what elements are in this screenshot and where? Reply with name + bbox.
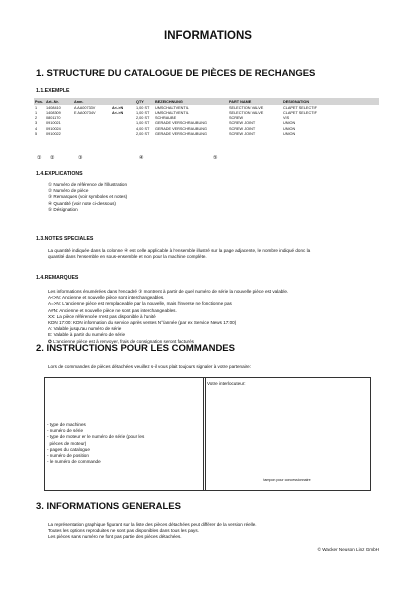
dealer-stamp-box: [203, 377, 371, 491]
table-cell: 0910022: [46, 131, 61, 136]
table-cell: CLAPET SELECTIF: [283, 105, 317, 110]
copyright: © Wacker Neuson Linz GmbH: [317, 547, 379, 552]
table-cell: 1,00 ST: [136, 105, 150, 110]
table-cell: SCREW JOINT: [229, 131, 256, 136]
table-cell: UNION: [283, 126, 296, 131]
table-cell: VIS: [283, 116, 290, 121]
notes-text: [48, 248, 388, 260]
table-cell: [111, 131, 135, 136]
table-cell: E AA00734V: [74, 110, 96, 115]
general-line: Les pièces sans numéro ne font pas partie des pièces détachées.: [48, 534, 182, 540]
column-header: [111, 98, 135, 105]
table-cell: 4: [35, 126, 38, 131]
table-cell: 1,00 ST: [136, 121, 150, 126]
remarque-line: E: Valable à partir du numéro de série: [48, 332, 126, 338]
list-item: ③ Remarques (voir symboles et notes): [48, 194, 128, 200]
column-header: QTY: [135, 98, 154, 105]
stamp-label: tampon pour concessionnaire: [263, 478, 311, 482]
list-item: - numéro de série: [47, 428, 84, 434]
order-info-list: [47, 422, 199, 465]
general-line: Toutes les options reproduites ne sont pas disponibles dans tous les pays.: [48, 528, 199, 534]
list-item: - type de machines: [47, 422, 86, 427]
table-cell: A AA00733V: [74, 105, 96, 110]
section-3-heading: 3. INFORMATIONS GENERALES: [36, 501, 181, 512]
marker-4: ④: [139, 155, 144, 161]
section-2-heading: 2. INSTRUCTIONS POUR LES COMMANDES: [36, 343, 235, 354]
table-cell: 1: [35, 105, 38, 110]
remarque-line: XX: La pièce référencée n'est pas disponible à l'unité: [48, 313, 156, 319]
table-cell: 2,00 ST: [136, 116, 150, 121]
table-cell: UNION: [283, 131, 296, 136]
general-info-text: [48, 522, 257, 541]
explications-list: [48, 182, 127, 213]
remarque-line: Les informations énumérées dans l'encadré ③ montrent à partir de quel numéro de série la nouvelle pièce est valable.: [48, 289, 289, 294]
column-header: PART NAME: [228, 98, 282, 105]
remarques-heading: 1.4.REMARQUES: [36, 275, 79, 281]
table-cell: 2: [35, 116, 38, 121]
table-cell: A<->N: [112, 105, 124, 110]
list-item: ⑤ Désignation: [48, 206, 78, 212]
table-cell: 1: [35, 110, 38, 115]
list-item: - type de moteur er le numéro de série (pour les: [47, 434, 145, 440]
list-item: pièces de moteur): [47, 440, 87, 446]
contact-label: Votre interlocuteur:: [207, 381, 246, 386]
list-item: ④ Quantité (voir note ci-dessous): [48, 200, 116, 206]
example-heading: 1.1.EXEMPLE: [36, 88, 70, 94]
table-cell: UMSCHALTVENTIL: [155, 105, 189, 110]
table-cell: 0801170: [46, 116, 61, 121]
notes-line: La quantité indiquée dans la colonne ④ est celle applicable à l'ensemble illustré sur la page adjacente, le nombre indiqué donc la: [48, 248, 311, 253]
table-cell: 1,00 ST: [136, 110, 150, 115]
marker-5: ⑤: [213, 155, 218, 161]
page-title: INFORMATIONS: [164, 30, 252, 42]
notes-heading: 1.3.NOTES SPECIALES: [36, 236, 94, 242]
table-cell: SELECTION VALVE: [229, 105, 264, 110]
column-header: Art.-Nr.: [45, 98, 73, 105]
table-cell: SCHRAUBE: [155, 116, 177, 121]
remarque-line: ✪ L'ancienne pièce est à renvoyer, frais de consignation seront facturés: [48, 338, 194, 344]
remarque-line: A<>N: Ancienne et nouvelle pièce sont interchangeables.: [48, 295, 165, 301]
list-item: ① Numéro de référence de l'illustration: [48, 182, 128, 187]
notes-line: quantité dans l'ensemble en sous-ensemble et non pour la machine complète.: [48, 254, 207, 260]
table-cell: UNION: [283, 121, 296, 126]
table-cell: SCREW JOINT: [229, 121, 256, 126]
table-cell: SELECTION VALVE: [229, 110, 264, 115]
table-cell: [73, 131, 111, 136]
table-cell: 2,00 ST: [136, 131, 150, 136]
table-cell: 1408410: [46, 105, 61, 110]
table-cell: SCREW JOINT: [229, 126, 256, 131]
table-cell: 3: [35, 121, 38, 126]
remarque-line: KDN 17:00: KDN information du service après ventes N°/année (par ex Service News 17:00): [48, 320, 237, 326]
table-cell: GERADE VERSCHRAUBUNG: [155, 131, 207, 136]
explications-heading: 1.4.EXPLICATIONS: [36, 171, 83, 177]
column-header: Anm.: [73, 98, 111, 105]
parts-catalog-example-table: [34, 98, 379, 136]
list-item: ② Numéro de pièce: [48, 188, 89, 194]
table-header-row: [34, 98, 379, 105]
table-cell: UMSCHALTVENTIL: [155, 110, 189, 115]
list-item: - le numéro de commande: [47, 459, 101, 465]
marker-2: ②: [50, 155, 55, 161]
table-row: [34, 131, 379, 136]
table-cell: A<->N: [112, 110, 124, 115]
table-cell: 0910024: [46, 126, 61, 131]
marker-1: ①: [37, 155, 42, 161]
order-intro: Lors de commandes de pièces détachées veuillez s-il vous plait toujours signaler à votre partenaire:: [48, 364, 251, 369]
list-item: - pages du catalogue: [47, 446, 90, 452]
table-cell: 5: [35, 131, 38, 136]
remarque-line: A#N: Ancienne et nouvelle pièce ne sont pas interchangeables.: [48, 307, 177, 313]
remarque-line: A: Valable jusqu'au numéro de série: [48, 326, 122, 332]
section-1-heading: 1. STRUCTURE DU CATALOGUE DE PIÈCES DE RECHANGES: [36, 68, 316, 79]
table-cell: 1408309: [46, 110, 61, 115]
table-cell: 0910021: [46, 121, 61, 126]
order-info-box: [44, 377, 206, 491]
general-line: La représentation graphique figurant sur la liste des pièces détachées peut différer de la version réelle.: [48, 522, 257, 527]
marker-3: ③: [78, 155, 83, 161]
table-cell: CLAPET SELECTIF: [283, 110, 317, 115]
table-cell: 4,00 ST: [136, 126, 150, 131]
table-cell: GERADE VERSCHRAUBUNG: [155, 126, 207, 131]
remarques-text: [48, 289, 288, 345]
column-header: BEZEICHNUNG: [154, 98, 228, 105]
column-header: DESIGNATION: [282, 98, 379, 105]
list-item: - numéro de position: [47, 453, 89, 459]
table-cell: GERADE VERSCHRAUBUNG: [155, 121, 207, 126]
column-header: Pos.: [35, 99, 44, 104]
table-cell: SCREW: [229, 116, 244, 121]
remarque-line: A=>N: L'ancienne pièce est remplaceable par la nouvelle, mais l'inverse ne fonctionne pas: [48, 301, 232, 307]
